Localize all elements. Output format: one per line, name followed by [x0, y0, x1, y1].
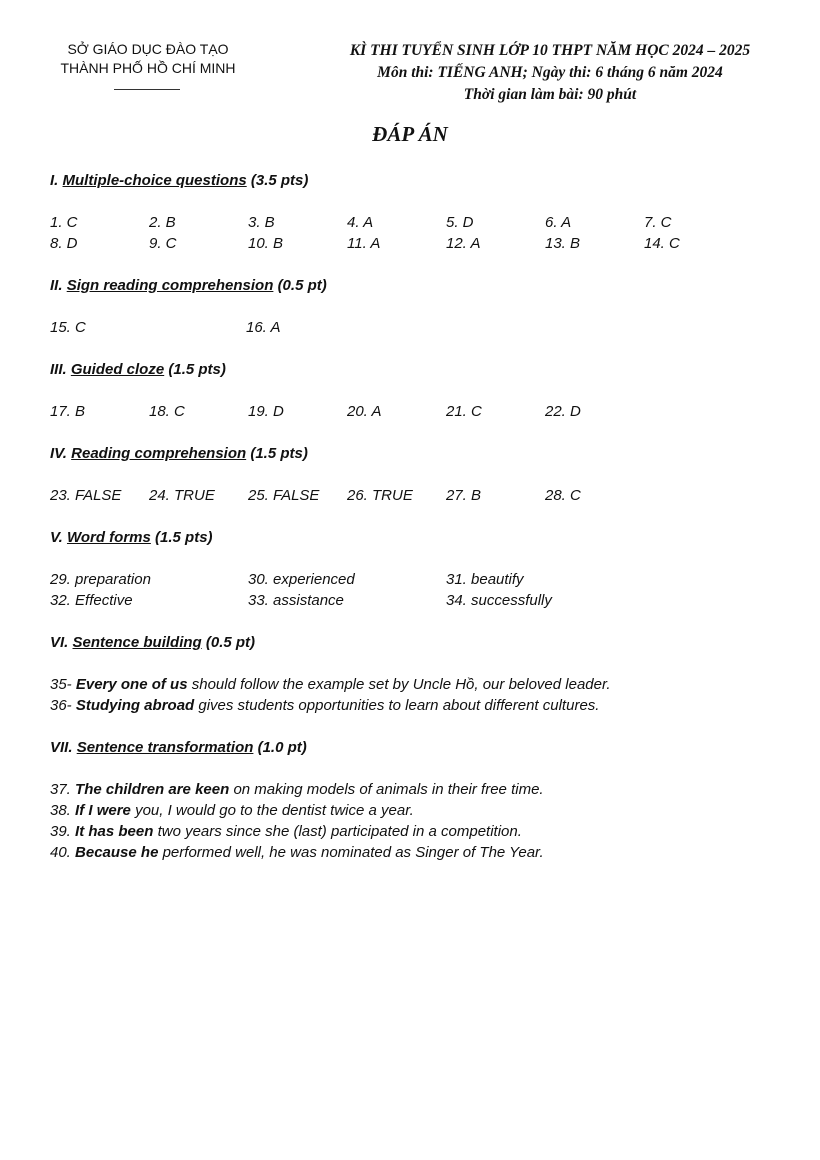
sentence-number: 37. [50, 781, 71, 798]
answer-item: 2. B [149, 214, 176, 231]
answer-item: 27. B [446, 487, 482, 504]
answer-item: 1. C [50, 214, 78, 231]
answer-item: 21. C [446, 403, 482, 420]
sentence-number: 40. [50, 844, 71, 861]
section-title-multiple-choice [50, 172, 308, 189]
section-name: Sentence building [72, 634, 202, 651]
section-points: (1.5 pts) [250, 445, 308, 462]
sentence-answer [50, 781, 544, 798]
answer-item: 6. A [545, 214, 572, 231]
sentence-answer [50, 844, 544, 861]
header-divider [114, 89, 180, 90]
section-numeral: VI. [50, 634, 69, 651]
sentence-rest: gives students opportunities to learn about different cultures. [198, 697, 600, 714]
sentence-answer [50, 697, 599, 714]
section-name: Multiple-choice questions [62, 172, 247, 189]
section-points: (0.5 pt) [277, 277, 327, 294]
section-numeral: III. [50, 361, 67, 378]
answer-item: 5. D [446, 214, 474, 231]
section-numeral: I. [50, 172, 59, 189]
answer-item: 3. B [248, 214, 275, 231]
answer-item: 24. TRUE [149, 487, 215, 504]
section-points: (0.5 pt) [205, 634, 256, 651]
answer-item: 19. D [248, 403, 284, 420]
section-title-word-forms [50, 529, 213, 546]
answer-item: 10. B [248, 235, 284, 252]
city-name: THÀNH PHỐ HỒ CHÍ MINH [60, 60, 236, 76]
section-numeral: II. [50, 277, 63, 294]
answer-item: 14. C [644, 235, 680, 252]
answer-item: 30. experienced [248, 571, 355, 588]
section-numeral: VII. [50, 739, 73, 756]
answer-item: 34. successfully [446, 592, 552, 609]
sentence-key-phrase: Because he [75, 844, 159, 861]
section-name: Sign reading comprehension [66, 277, 274, 294]
sentence-number: 39. [50, 823, 71, 840]
section-name: Word forms [66, 529, 151, 546]
sentence-key-phrase: Every one of us [75, 676, 188, 693]
answer-item: 13. B [545, 235, 581, 252]
answer-item: 23. FALSE [50, 487, 122, 504]
section-numeral: IV. [50, 445, 67, 462]
answer-item: 29. preparation [50, 571, 151, 588]
sentence-rest: should follow the example set by Uncle Hồ, our beloved leader. [191, 676, 611, 693]
answer-item: 7. C [644, 214, 672, 231]
section-points: (1.0 pt) [257, 739, 307, 756]
section-name: Reading comprehension [71, 445, 247, 462]
answer-item: 20. A [347, 403, 382, 420]
section-title-reading-comprehension [50, 445, 308, 462]
exam-info [300, 40, 800, 106]
sentence-key-phrase: Studying abroad [75, 697, 195, 714]
answer-item: 33. assistance [248, 592, 344, 609]
answer-item: 32. Effective [50, 592, 133, 609]
answer-item: 8. D [50, 235, 78, 252]
section-title-sign-reading [50, 277, 327, 294]
exam-duration: Thời gian làm bài: 90 phút [463, 86, 637, 103]
exam-subject-date: Môn thi: TIẾNG ANH; Ngày thi: 6 tháng 6 năm 2024 [377, 64, 723, 81]
sentence-rest: two years since she (last) participated in a competition. [157, 823, 522, 840]
answer-item: 31. beautify [446, 571, 524, 588]
issuing-department [38, 40, 258, 78]
answer-item: 12. A [446, 235, 481, 252]
sentence-number: 36- [50, 697, 72, 714]
sentence-rest: you, I would go to the dentist twice a year. [135, 802, 414, 819]
section-points: (3.5 pts) [250, 172, 309, 189]
section-points: (1.5 pts) [155, 529, 213, 546]
sentence-number: 35- [50, 676, 72, 693]
sentence-key-phrase: It has been [75, 823, 154, 840]
section-points: (1.5 pts) [168, 361, 226, 378]
section-title-sentence-transformation [50, 739, 307, 756]
sentence-answer [50, 823, 522, 840]
section-name: Sentence transformation [76, 739, 254, 756]
department-name: SỞ GIÁO DỤC ĐÀO TẠO [67, 41, 229, 57]
sentence-rest: performed well, he was nominated as Singer of The Year. [162, 844, 544, 861]
answer-item: 17. B [50, 403, 86, 420]
sentence-key-phrase: The children are keen [75, 781, 230, 798]
answer-item: 22. D [545, 403, 581, 420]
sentence-answer [50, 676, 611, 693]
sentence-rest: on making models of animals in their free time. [233, 781, 544, 798]
answer-item: 15. C [50, 319, 86, 336]
answer-item: 4. A [347, 214, 374, 231]
section-name: Guided cloze [70, 361, 165, 378]
section-title-guided-cloze [50, 361, 226, 378]
answer-item: 16. A [246, 319, 281, 336]
section-numeral: V. [50, 529, 63, 546]
sentence-number: 38. [50, 802, 71, 819]
sentence-key-phrase: If I were [75, 802, 131, 819]
answer-item: 25. FALSE [248, 487, 320, 504]
answer-item: 28. C [545, 487, 581, 504]
answer-item: 9. C [149, 235, 177, 252]
document-title: ĐÁP ÁN [372, 122, 448, 146]
sentence-answer [50, 802, 414, 819]
answer-item: 18. C [149, 403, 185, 420]
exam-name: KÌ THI TUYỂN SINH LỚP 10 THPT NĂM HỌC 2024 – 2025 [349, 42, 751, 59]
answer-item: 11. A [347, 235, 381, 252]
answer-item: 26. TRUE [347, 487, 413, 504]
section-title-sentence-building [50, 634, 255, 651]
